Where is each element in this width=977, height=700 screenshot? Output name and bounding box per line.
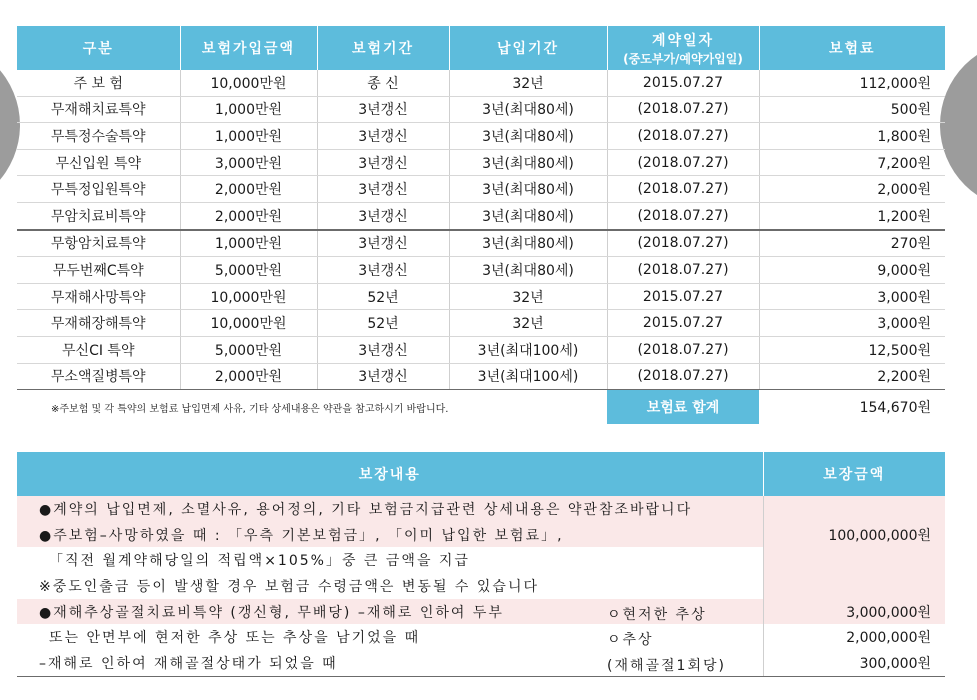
premium-cell: 3,000원 — [759, 283, 945, 310]
coverage-text: 또는 안면부에 현저한 추상 또는 추상을 남기었을 때 — [49, 630, 421, 647]
insurance-period-cell: 3년갱신 — [317, 257, 449, 284]
table-row — [17, 363, 945, 390]
rider-name-cell: 무재해사망특약 — [17, 283, 180, 310]
insurance-period-cell: 3년갱신 — [317, 363, 449, 390]
coverage-description — [17, 599, 763, 625]
premium-cell: 270원 — [759, 230, 945, 257]
insurance-period-cell: 3년갱신 — [317, 96, 449, 123]
rider-name-cell: 무소액질병특약 — [17, 363, 180, 390]
coverage-amount-cell: 1,000만원 — [180, 230, 317, 257]
coverage-description — [17, 547, 763, 573]
rider-name-cell: 무재해치료특약 — [17, 96, 180, 123]
rider-name-cell: 무두번째C특약 — [17, 257, 180, 284]
payment-period-cell: 3년(최대100세) — [449, 363, 607, 390]
coverage-amount — [763, 573, 945, 599]
contract-date-cell: (2018.07.27) — [607, 123, 759, 150]
header-coverage-content: 보장내용 — [17, 452, 763, 496]
rider-name-cell: 무신입원 특약 — [17, 149, 180, 176]
header-coverage-amount: 보험가입금액 — [180, 26, 317, 70]
contract-date-cell: (2018.07.27) — [607, 230, 759, 257]
coverage-table — [17, 452, 945, 677]
coverage-amount: 300,000원 — [763, 650, 945, 676]
premium-cell: 112,000원 — [759, 70, 945, 96]
rider-name-cell: 무암치료비특약 — [17, 202, 180, 229]
table-row — [17, 202, 945, 229]
coverage-option: ㅇ현저한 추상 — [607, 606, 707, 623]
header-category: 구분 — [17, 26, 180, 70]
coverage-description — [17, 496, 763, 522]
header-insurance-period: 보험기간 — [317, 26, 449, 70]
premium-cell: 7,200원 — [759, 149, 945, 176]
contract-date-cell: (2018.07.27) — [607, 202, 759, 229]
payment-period-cell: 3년(최대80세) — [449, 202, 607, 229]
rider-name-cell: 주 보 험 — [17, 70, 180, 96]
insurance-period-cell: 3년갱신 — [317, 336, 449, 363]
table-row — [17, 230, 945, 257]
table-row — [17, 96, 945, 123]
header-contract-date-label: 계약일자 — [651, 32, 715, 49]
coverage-table-header — [17, 452, 945, 496]
premium-cell: 2,000원 — [759, 176, 945, 203]
contract-date-cell: 2015.07.27 — [607, 310, 759, 337]
insurance-period-cell: 52년 — [317, 310, 449, 337]
coverage-description — [17, 624, 763, 650]
coverage-text: –재해로 인하여 재해골절상태가 되었을 때 — [39, 655, 338, 672]
coverage-amount — [763, 547, 945, 573]
premium-cell: 2,200원 — [759, 363, 945, 390]
header-contract-date — [607, 26, 759, 70]
coverage-amount-cell: 2,000만원 — [180, 363, 317, 390]
insurance-period-cell: 종 신 — [317, 70, 449, 96]
coverage-amount-cell: 10,000만원 — [180, 70, 317, 96]
contract-date-cell: (2018.07.27) — [607, 336, 759, 363]
contract-date-cell: 2015.07.27 — [607, 283, 759, 310]
coverage-option: (재해골절1회당) — [607, 658, 726, 675]
payment-period-cell: 3년(최대80세) — [449, 230, 607, 257]
right-decorative-circle — [940, 40, 977, 210]
payment-period-cell: 32년 — [449, 283, 607, 310]
coverage-amount — [763, 496, 945, 522]
table-row — [17, 310, 945, 337]
coverage-line — [17, 522, 945, 548]
table-row — [17, 123, 945, 150]
rider-name-cell: 무신CI 특약 — [17, 336, 180, 363]
coverage-line — [17, 650, 945, 676]
coverage-description — [17, 522, 763, 548]
footnote: ※주보험 및 각 특약의 보험료 납입면제 사유, 기타 상세내용은 약관을 참고하시기 바랍니다. — [51, 403, 449, 415]
total-premium-label: 보험료 합계 — [607, 390, 759, 425]
header-payment-period: 납입기간 — [449, 26, 607, 70]
premium-cell: 9,000원 — [759, 257, 945, 284]
coverage-amount-cell: 10,000만원 — [180, 283, 317, 310]
table-row — [17, 283, 945, 310]
premium-cell: 3,000원 — [759, 310, 945, 337]
premium-cell: 12,500원 — [759, 336, 945, 363]
coverage-line — [17, 573, 945, 599]
coverage-line — [17, 496, 945, 522]
coverage-amount-cell: 2,000만원 — [180, 176, 317, 203]
table-row — [17, 257, 945, 284]
rider-name-cell: 무항암치료특약 — [17, 230, 180, 257]
coverage-text: 「직전 월계약해당일의 적립액×105%」중 큰 금액을 지급 — [49, 553, 470, 570]
coverage-amount: 3,000,000원 — [763, 599, 945, 625]
coverage-amount-cell: 1,000만원 — [180, 123, 317, 150]
insurance-period-cell: 3년갱신 — [317, 230, 449, 257]
rider-name-cell: 무특정입원특약 — [17, 176, 180, 203]
premium-table-header — [17, 26, 945, 70]
insurance-period-cell: 3년갱신 — [317, 176, 449, 203]
total-premium-value: 154,670원 — [859, 400, 931, 417]
premium-table-footer — [17, 390, 945, 425]
contract-date-cell: (2018.07.27) — [607, 363, 759, 390]
coverage-amount: 2,000,000원 — [763, 624, 945, 650]
rider-name-cell: 무재해장해특약 — [17, 310, 180, 337]
header-premium: 보험료 — [759, 26, 945, 70]
premium-cell: 1,200원 — [759, 202, 945, 229]
coverage-line — [17, 624, 945, 650]
coverage-text: ●재해추상골절치료비특약 (갱신형, 무배당) –재해로 인하여 두부 — [39, 604, 504, 621]
coverage-option: ㅇ추상 — [607, 632, 654, 649]
coverage-amount-cell: 5,000만원 — [180, 336, 317, 363]
coverage-text: ●계약의 납입면제, 소멸사유, 용어정의, 기타 보험금지급관련 상세내용은 약관참조바랍니다 — [39, 501, 693, 518]
coverage-amount-cell: 2,000만원 — [180, 202, 317, 229]
table-row — [17, 176, 945, 203]
insurance-period-cell: 3년갱신 — [317, 123, 449, 150]
coverage-amount: 100,000,000원 — [763, 522, 945, 548]
coverage-line — [17, 599, 945, 625]
premium-cell: 500원 — [759, 96, 945, 123]
contract-date-cell: (2018.07.27) — [607, 176, 759, 203]
table-row — [17, 70, 945, 96]
contract-date-cell: 2015.07.27 — [607, 70, 759, 96]
coverage-text: ●주보험–사망하였을 때 : 「우측 기본보험금」, 「이미 납입한 보험료」, — [39, 527, 564, 544]
payment-period-cell: 3년(최대100세) — [449, 336, 607, 363]
payment-period-cell: 3년(최대80세) — [449, 123, 607, 150]
premium-cell: 1,800원 — [759, 123, 945, 150]
payment-period-cell: 3년(최대80세) — [449, 257, 607, 284]
coverage-text: ※중도인출금 등이 발생할 경우 보험금 수령금액은 변동될 수 있습니다 — [39, 578, 540, 595]
rider-name-cell: 무특정수술특약 — [17, 123, 180, 150]
coverage-amount-cell: 5,000만원 — [180, 257, 317, 284]
contract-date-cell: (2018.07.27) — [607, 96, 759, 123]
coverage-description — [17, 573, 763, 599]
premium-table — [17, 26, 945, 424]
header-coverage-amount: 보장금액 — [763, 452, 945, 496]
coverage-amount-cell: 10,000만원 — [180, 310, 317, 337]
payment-period-cell: 3년(최대80세) — [449, 149, 607, 176]
insurance-period-cell: 3년갱신 — [317, 149, 449, 176]
payment-period-cell: 32년 — [449, 310, 607, 337]
insurance-period-cell: 52년 — [317, 283, 449, 310]
payment-period-cell: 32년 — [449, 70, 607, 96]
coverage-line — [17, 547, 945, 573]
contract-date-cell: (2018.07.27) — [607, 257, 759, 284]
payment-period-cell: 3년(최대80세) — [449, 96, 607, 123]
insurance-period-cell: 3년갱신 — [317, 202, 449, 229]
coverage-amount-cell: 3,000만원 — [180, 149, 317, 176]
payment-period-cell: 3년(최대80세) — [449, 176, 607, 203]
table-row — [17, 336, 945, 363]
coverage-amount-cell: 1,000만원 — [180, 96, 317, 123]
header-contract-date-sub: (중도부가/예약가입일) — [623, 51, 743, 66]
contract-date-cell: (2018.07.27) — [607, 149, 759, 176]
coverage-description — [17, 650, 763, 676]
table-row — [17, 149, 945, 176]
